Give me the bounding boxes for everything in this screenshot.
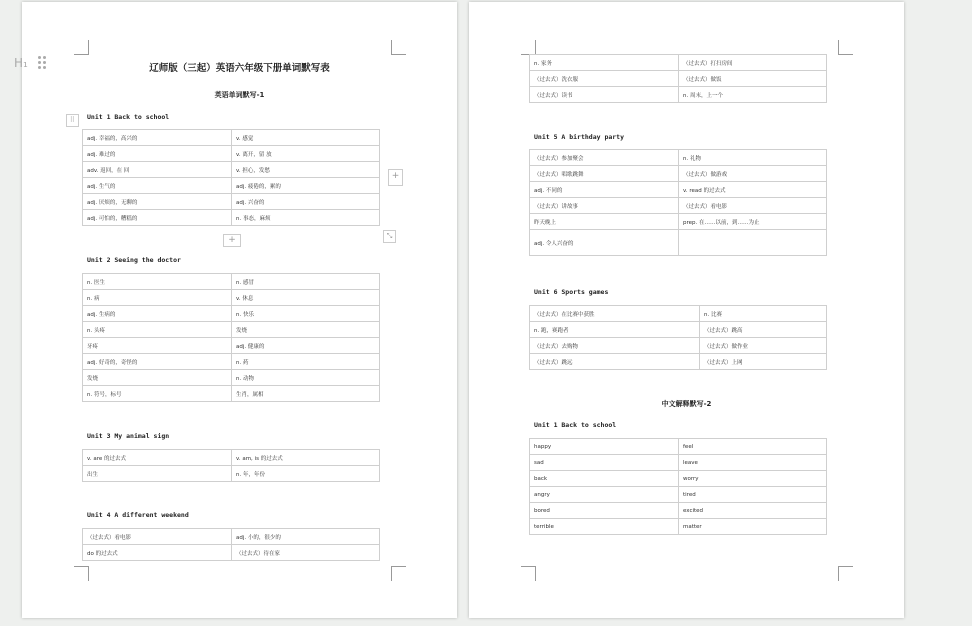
table-cell[interactable]: （过去式）讲故事 xyxy=(530,198,679,214)
table-row xyxy=(530,230,827,256)
table-cell[interactable]: adj. 好奇的，奇怪的 xyxy=(83,354,232,370)
table-cell[interactable]: n. 跑，赛跑者 xyxy=(530,322,700,338)
table-move-handle[interactable]: ⠿ xyxy=(66,114,79,127)
table-row xyxy=(530,439,827,455)
table-cell[interactable]: n. 比赛 xyxy=(700,306,827,322)
add-row-button[interactable]: + xyxy=(223,234,241,247)
table-cell[interactable]: adj. 不同的 xyxy=(530,182,679,198)
crop-mark xyxy=(391,566,406,581)
crop-mark xyxy=(391,40,406,55)
table-cell[interactable]: excited xyxy=(679,503,827,519)
table-row xyxy=(530,322,827,338)
table-cell[interactable]: 生肖，属相 xyxy=(232,386,380,402)
table-row xyxy=(83,130,380,146)
section-subtitle: 英语单词默写-1 xyxy=(214,91,265,99)
table-cell[interactable]: （过去式）待在家 xyxy=(232,545,380,561)
table-row xyxy=(530,519,827,535)
table-row xyxy=(530,55,827,71)
table-cell[interactable]: n. 礼物 xyxy=(679,150,827,166)
table-cell[interactable]: bored xyxy=(530,503,679,519)
table-cell[interactable]: n. 医生 xyxy=(83,274,232,290)
table-cell[interactable]: matter xyxy=(679,519,827,535)
crop-mark xyxy=(74,566,89,581)
table-cell[interactable]: adj. 生气的 xyxy=(83,178,232,194)
table-cell[interactable]: adj. 小的，很少的 xyxy=(232,529,380,545)
table-cell[interactable]: happy xyxy=(530,439,679,455)
table-row xyxy=(83,162,380,178)
table-cell[interactable]: adj. 幸福的，高兴的 xyxy=(83,130,232,146)
table-row xyxy=(530,166,827,182)
table-row xyxy=(83,290,380,306)
table-cell[interactable]: n. 家务 xyxy=(530,55,679,71)
table-row xyxy=(530,354,827,370)
drag-handle-icon[interactable] xyxy=(38,56,46,70)
unit-heading: Unit 1 Back to school xyxy=(534,421,617,429)
page-title: 辽师版（三起）英语六年级下册单词默写表 xyxy=(149,63,330,74)
section-subtitle: 中文解释默写-2 xyxy=(661,400,712,408)
table-row xyxy=(83,386,380,402)
table-cell[interactable]: adj. 健康的 xyxy=(232,338,380,354)
unit-heading: Unit 4 A different weekend xyxy=(87,511,189,519)
unit-heading: Unit 1 Back to school xyxy=(87,113,170,121)
table-cell[interactable]: n. 事态，麻烦 xyxy=(232,210,380,226)
table-cell[interactable]: v. 离开，留 放 xyxy=(232,146,380,162)
table-row xyxy=(530,306,827,322)
heading-icon[interactable]: H₁ xyxy=(14,56,28,70)
table-row xyxy=(530,455,827,471)
document-page-1 xyxy=(22,2,457,618)
table-row xyxy=(83,545,380,561)
table-cell[interactable]: （过去式）做作业 xyxy=(700,338,827,354)
table-row xyxy=(530,150,827,166)
table-row xyxy=(83,306,380,322)
table-cell[interactable]: do 的过去式 xyxy=(83,545,232,561)
table-row xyxy=(83,146,380,162)
crop-mark xyxy=(838,566,853,581)
table-cell[interactable]: terrible xyxy=(530,519,679,535)
table-row xyxy=(530,71,827,87)
table-cell[interactable]: adj. 令人兴奋的 xyxy=(530,230,679,256)
table-row xyxy=(83,529,380,545)
table-cell[interactable]: （过去式）做饭 xyxy=(679,71,827,87)
table-row xyxy=(83,210,380,226)
crop-mark xyxy=(521,566,536,581)
table-cell[interactable]: （过去式）洗衣服 xyxy=(530,71,679,87)
table-row xyxy=(530,503,827,519)
unit-heading: Unit 2 Seeing the doctor xyxy=(87,256,181,264)
table-cell[interactable]: （过去式）上网 xyxy=(700,354,827,370)
table-cell[interactable] xyxy=(679,230,827,256)
unit-heading: Unit 6 Sports games xyxy=(534,288,609,296)
table-row xyxy=(83,322,380,338)
table-cell[interactable]: n. 病 xyxy=(83,290,232,306)
table-row xyxy=(530,182,827,198)
table-cell[interactable]: n. 感冒 xyxy=(232,274,380,290)
vocab-table[interactable] xyxy=(529,305,827,370)
table-cell[interactable]: （过去式）读书 xyxy=(530,87,679,103)
vocab-table[interactable] xyxy=(529,54,827,103)
table-row xyxy=(83,450,380,466)
table-cell[interactable]: （过去式）做游戏 xyxy=(679,166,827,182)
unit-heading: Unit 3 My animal sign xyxy=(87,432,170,440)
table-cell[interactable]: n. 快乐 xyxy=(232,306,380,322)
table-cell[interactable]: adj. 可怕的，糟糕的 xyxy=(83,210,232,226)
table-cell[interactable]: n. 周末，上一个 xyxy=(679,87,827,103)
table-cell[interactable]: 发烧 xyxy=(232,322,380,338)
table-row xyxy=(530,338,827,354)
table-cell[interactable]: sad xyxy=(530,455,679,471)
table-cell[interactable]: v. am, is 的过去式 xyxy=(232,450,380,466)
table-row xyxy=(530,87,827,103)
table-row xyxy=(530,198,827,214)
table-cell[interactable]: n. 符号，标号 xyxy=(83,386,232,402)
table-cell[interactable]: （过去式）看电影 xyxy=(679,198,827,214)
table-cell[interactable]: v. are 的过去式 xyxy=(83,450,232,466)
table-resize-handle[interactable]: ⤡ xyxy=(383,230,396,243)
table-cell[interactable]: v. 担心，发愁 xyxy=(232,162,380,178)
vocab-table[interactable] xyxy=(529,149,827,256)
vocab-table[interactable] xyxy=(82,129,380,226)
table-row xyxy=(83,354,380,370)
table-cell[interactable]: （过去式）看电影 xyxy=(83,529,232,545)
vocab-table[interactable] xyxy=(82,528,380,561)
crop-mark xyxy=(74,40,89,55)
table-cell[interactable]: adj. 生病的 xyxy=(83,306,232,322)
table-cell[interactable]: prep. 在……以前，到……为止 xyxy=(679,214,827,230)
document-page-2 xyxy=(469,2,904,618)
table-row xyxy=(83,178,380,194)
table-cell[interactable]: adj. 兴奋的 xyxy=(232,194,380,210)
table-row xyxy=(530,471,827,487)
table-cell[interactable]: adj. 厌烦的，无聊的 xyxy=(83,194,232,210)
table-cell[interactable]: back xyxy=(530,471,679,487)
table-cell[interactable]: （过去式）跳远 xyxy=(530,354,700,370)
table-cell[interactable]: 发烧 xyxy=(83,370,232,386)
table-cell[interactable]: tired xyxy=(679,487,827,503)
table-row xyxy=(83,194,380,210)
table-cell[interactable]: 出生 xyxy=(83,466,232,482)
vocab-table[interactable] xyxy=(529,438,827,535)
table-row xyxy=(83,466,380,482)
table-cell[interactable]: v. 感觉 xyxy=(232,130,380,146)
table-cell[interactable]: 昨天晚上 xyxy=(530,214,679,230)
crop-mark xyxy=(521,40,536,55)
table-cell[interactable]: worry xyxy=(679,471,827,487)
table-cell[interactable]: feel xyxy=(679,439,827,455)
vocab-table[interactable] xyxy=(82,273,380,402)
table-cell[interactable]: adj. 疲倦的，累的 xyxy=(232,178,380,194)
table-cell[interactable]: n. 年，年份 xyxy=(232,466,380,482)
table-cell[interactable]: n. 头疼 xyxy=(83,322,232,338)
table-row xyxy=(530,214,827,230)
table-row xyxy=(83,338,380,354)
unit-heading: Unit 5 A birthday party xyxy=(534,133,625,141)
table-cell[interactable]: n. 动物 xyxy=(232,370,380,386)
table-cell[interactable]: （过去式）打扫房间 xyxy=(679,55,827,71)
table-cell[interactable]: angry xyxy=(530,487,679,503)
table-cell[interactable]: 牙疼 xyxy=(83,338,232,354)
table-row xyxy=(83,370,380,386)
table-cell[interactable]: adv. 返回，在 回 xyxy=(83,162,232,178)
add-column-button[interactable]: + xyxy=(388,169,403,186)
table-cell[interactable]: （过去式）去购物 xyxy=(530,338,700,354)
table-cell[interactable]: （过去式）唱歌跳舞 xyxy=(530,166,679,182)
table-cell[interactable]: adj. 难过的 xyxy=(83,146,232,162)
crop-mark xyxy=(838,40,853,55)
table-cell[interactable]: （过去式）在比赛中获胜 xyxy=(530,306,700,322)
table-cell[interactable]: v. read 的过去式 xyxy=(679,182,827,198)
table-cell[interactable]: leave xyxy=(679,455,827,471)
table-row xyxy=(83,274,380,290)
table-cell[interactable]: v. 休息 xyxy=(232,290,380,306)
vocab-table[interactable] xyxy=(82,449,380,482)
table-cell[interactable]: （过去式）参加聚会 xyxy=(530,150,679,166)
table-cell[interactable]: （过去式）跳高 xyxy=(700,322,827,338)
table-cell[interactable]: n. 药 xyxy=(232,354,380,370)
table-row xyxy=(530,487,827,503)
